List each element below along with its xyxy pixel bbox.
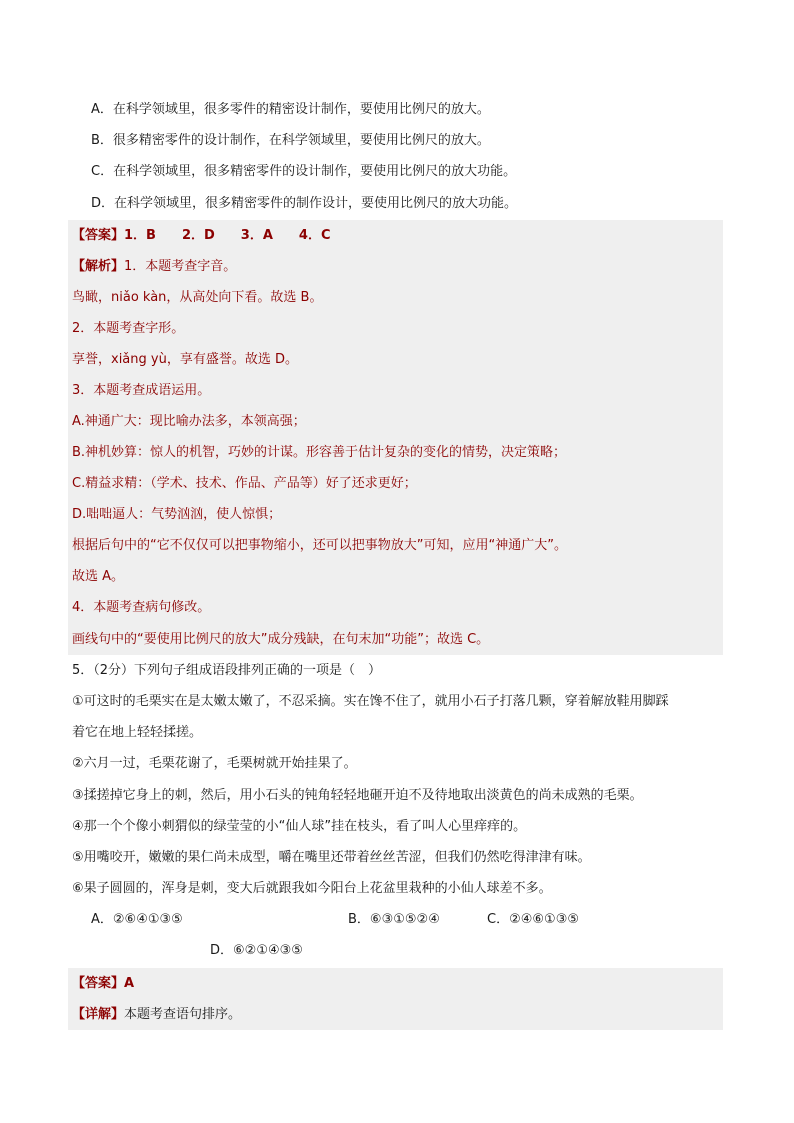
analysis-line-7: B.神机妙算：惊人的机智，巧妙的计谋。形容善于估计复杂的变化的情势，决定策略； <box>72 445 567 460</box>
question-5-stem: 5．（2分）下列句子组成语段排列正确的一项是（ ） <box>72 663 382 678</box>
sentence-1a: ①可这时的毛栗实在是太嫩太嫩了，不忍采摘。实在馋不住了，就用小石子打落几颗，穿着解放鞋用脚踩 <box>72 694 669 709</box>
q5-detail-line <box>72 1005 241 1025</box>
q5-detail-text: 本题考查语句排序。 <box>124 1007 242 1022</box>
q5-answer-text: A <box>124 976 135 991</box>
analysis-line <box>72 257 236 277</box>
analysis-line-13: 画线句中的“要使用比例尺的放大”成分残缺，在句末加“功能”；故选 C。 <box>72 632 490 647</box>
q5-option-a: A．②⑥④①③⑤ <box>91 912 183 927</box>
analysis-line-11: 故选 A。 <box>72 569 125 584</box>
answer-label: 【答案】 <box>72 228 125 243</box>
analysis-label: 【解析】 <box>72 259 125 274</box>
analysis-line-8: C.精益求精：（学术、技术、作品、产品等）好了还求更好； <box>72 476 417 491</box>
answer-line <box>72 226 331 246</box>
analysis-line-3: 2．本题考查字形。 <box>72 321 185 336</box>
option-d: D．在科学领域里，很多精密零件的制作设计，要使用比例尺的放大功能。 <box>91 196 518 211</box>
sentence-2: ②六月一过，毛栗花谢了，毛栗树就开始挂果了。 <box>72 756 357 771</box>
sentence-6: ⑥果子圆圆的，浑身是刺，变大后就跟我如今阳台上花盆里栽种的小仙人球差不多。 <box>72 881 552 896</box>
analysis-first: 1．本题考查字音。 <box>124 259 237 274</box>
analysis-line-4: 享誉，xiǎng yù，享有盛誉。故选 D。 <box>72 352 298 367</box>
q5-detail-label: 【详解】 <box>72 1007 125 1022</box>
analysis-line-5: 3．本题考查成语运用。 <box>72 383 211 398</box>
q5-answer-line <box>72 974 134 994</box>
option-c: C．在科学领域里，很多精密零件的设计制作，要使用比例尺的放大功能。 <box>91 164 517 179</box>
q5-option-d: D．⑥②①④③⑤ <box>210 943 303 958</box>
sentence-5: ⑤用嘴咬开，嫩嫩的果仁尚未成型，嚼在嘴里还带着丝丝苦涩，但我们仍然吃得津津有味。 <box>72 850 591 865</box>
sentence-3: ③揉搓掉它身上的刺，然后，用小石头的钝角轻轻地砸开迫不及待地取出淡黄色的尚未成熟的毛栗。 <box>72 788 643 803</box>
q5-option-b: B．⑥③①⑤②④ <box>348 912 440 927</box>
sentence-1b: 着它在地上轻轻揉搓。 <box>72 725 203 740</box>
sentence-4: ④那一个个像小刺猬似的绿莹莹的小“仙人球”挂在枝头，看了叫人心里痒痒的。 <box>72 819 527 834</box>
answer-analysis-block <box>68 220 723 655</box>
analysis-line-12: 4．本题考查病句修改。 <box>72 600 211 615</box>
analysis-line-9: D.咄咄逼人：气势汹汹，使人惊惧； <box>72 507 282 522</box>
answer-text: 1．B 2．D 3．A 4．C <box>124 228 331 243</box>
option-a: A．在科学领域里，很多零件的精密设计制作，要使用比例尺的放大。 <box>91 102 490 117</box>
q5-answer-label: 【答案】 <box>72 976 125 991</box>
q5-option-c: C．②④⑥①③⑤ <box>487 912 580 927</box>
analysis-line-10: 根据后句中的“它不仅仅可以把事物缩小，还可以把事物放大”可知，应用“神通广大”。 <box>72 538 567 553</box>
analysis-line-2: 鸟瞰，niǎo kàn，从高处向下看。故选 B。 <box>72 290 323 305</box>
option-b: B．很多精密零件的设计制作，在科学领域里，要使用比例尺的放大。 <box>91 133 490 148</box>
analysis-line-6: A.神通广大：现比喻办法多，本领高强； <box>72 414 306 429</box>
